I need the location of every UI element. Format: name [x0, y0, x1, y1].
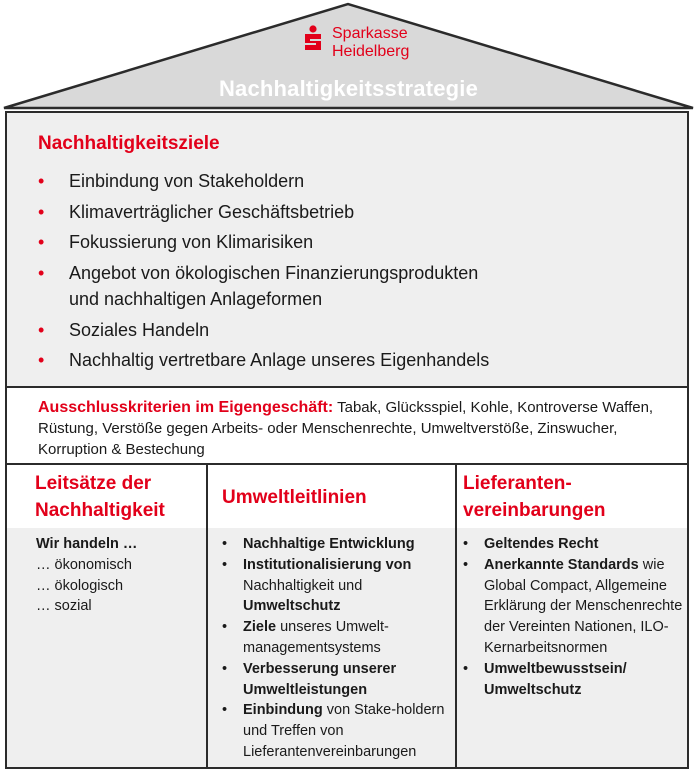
- leitsaetze-line: … ökonomisch: [36, 556, 132, 573]
- bullet-icon: •: [38, 262, 45, 283]
- pillar-lieferanten: [457, 465, 687, 767]
- bullet-icon: •: [463, 660, 469, 677]
- goal-item: • Nachhaltig vertretbare Anlage unseres Eigenhandels: [38, 347, 658, 374]
- exclusion-label: Ausschlusskriterien im Eigengeschäft:: [38, 399, 334, 416]
- pillar-title-line-2: vereinbarungen: [463, 500, 606, 521]
- pillar-umwelt: [208, 465, 457, 767]
- brand-name: [332, 25, 409, 61]
- pillar-header: [457, 465, 687, 528]
- goal-item: • Soziales Handeln: [38, 317, 658, 344]
- pillar-title-line-1: Leitsätze der: [35, 473, 152, 494]
- lieferanten-item: • Geltendes Recht: [463, 534, 683, 555]
- bullet-icon: •: [38, 201, 45, 222]
- lieferanten-list: [463, 534, 683, 700]
- pillars: [5, 463, 689, 769]
- goals-list: [38, 168, 658, 378]
- umwelt-item: • Einbindung von Stake-holdern und Treffen von Lieferantenvereinbarungen: [222, 702, 445, 760]
- pillar-leitsaetze: [7, 465, 208, 767]
- umwelt-item: • Ziele unseres Umwelt-managementsystems: [222, 619, 389, 656]
- bullet-icon: •: [38, 171, 45, 191]
- exclusion-text: Tabak, Glücksspiel, Kohle, Kontroverse Waffen, Rüstung, Verstöße gegen Arbeits- oder Menschenrechte, Umweltverstöße, Zinswucher, Korruption & Bestechung: [38, 399, 654, 458]
- brand-logo-block: [302, 25, 409, 61]
- pillar-title: Umweltleitlinien: [222, 487, 367, 508]
- bullet-icon: •: [463, 556, 469, 573]
- strategy-title: Nachhaltigkeitsstrategie: [218, 76, 479, 101]
- pillar-title-line-1: Lieferanten-: [463, 473, 572, 494]
- pillar-header: [208, 465, 455, 528]
- umwelt-item: • Nachhaltige Entwicklung: [222, 534, 447, 555]
- goals-panel: [5, 111, 689, 388]
- brand-line-2: Heidelberg: [332, 43, 410, 60]
- goal-item: • Einbindung von Stakeholdern: [38, 168, 658, 195]
- bullet-icon: •: [222, 660, 228, 677]
- goal-item: • Klimaverträglicher Geschäftsbetrieb: [38, 199, 658, 226]
- brand-line-1: Sparkasse: [332, 25, 408, 42]
- leitsaetze-intro: Wir handeln …: [36, 536, 138, 552]
- pillar-body: [208, 528, 455, 767]
- bullet-icon: •: [38, 319, 45, 340]
- bullet-icon: •: [222, 536, 228, 552]
- umwelt-list: [222, 534, 447, 763]
- leitsaetze-line: … sozial: [36, 598, 92, 615]
- pillar-header: [7, 465, 206, 528]
- pillar-body: [457, 528, 687, 767]
- goal-item: • Fokussierung von Klimarisiken: [38, 229, 658, 256]
- bullet-icon: •: [222, 702, 228, 719]
- umwelt-item: • Institutionalisierung von Nachhaltigkeit und Umweltschutz: [222, 556, 412, 615]
- pillar-body: [7, 528, 206, 767]
- leitsaetze-line: … ökologisch: [36, 577, 124, 594]
- exclusion-criteria: [5, 386, 689, 465]
- goal-item: • Angebot von ökologischen Finanzierungsprodukten und nachhaltigen Anlageformen: [38, 260, 658, 313]
- goals-title: Nachhaltigkeitsziele: [38, 133, 220, 154]
- bullet-icon: •: [38, 350, 45, 370]
- pillar-title-line-2: Nachhaltigkeit: [35, 500, 165, 521]
- bullet-icon: •: [222, 556, 228, 573]
- bullet-icon: •: [463, 536, 469, 552]
- sparkasse-logo-icon: [302, 25, 324, 53]
- lieferanten-item: • Umweltbewusstsein/ Umweltschutz: [463, 660, 627, 698]
- bullet-icon: •: [38, 232, 45, 252]
- umwelt-item: • Verbesserung unserer Umweltleistungen: [222, 660, 397, 698]
- lieferanten-item: • Anerkannte Standards wie Global Compact, Allgemeine Erklärung der Menschenrechte der Vereinten Nationen, ILO-Kernarbeitsnormen: [463, 556, 683, 656]
- bullet-icon: •: [222, 619, 228, 636]
